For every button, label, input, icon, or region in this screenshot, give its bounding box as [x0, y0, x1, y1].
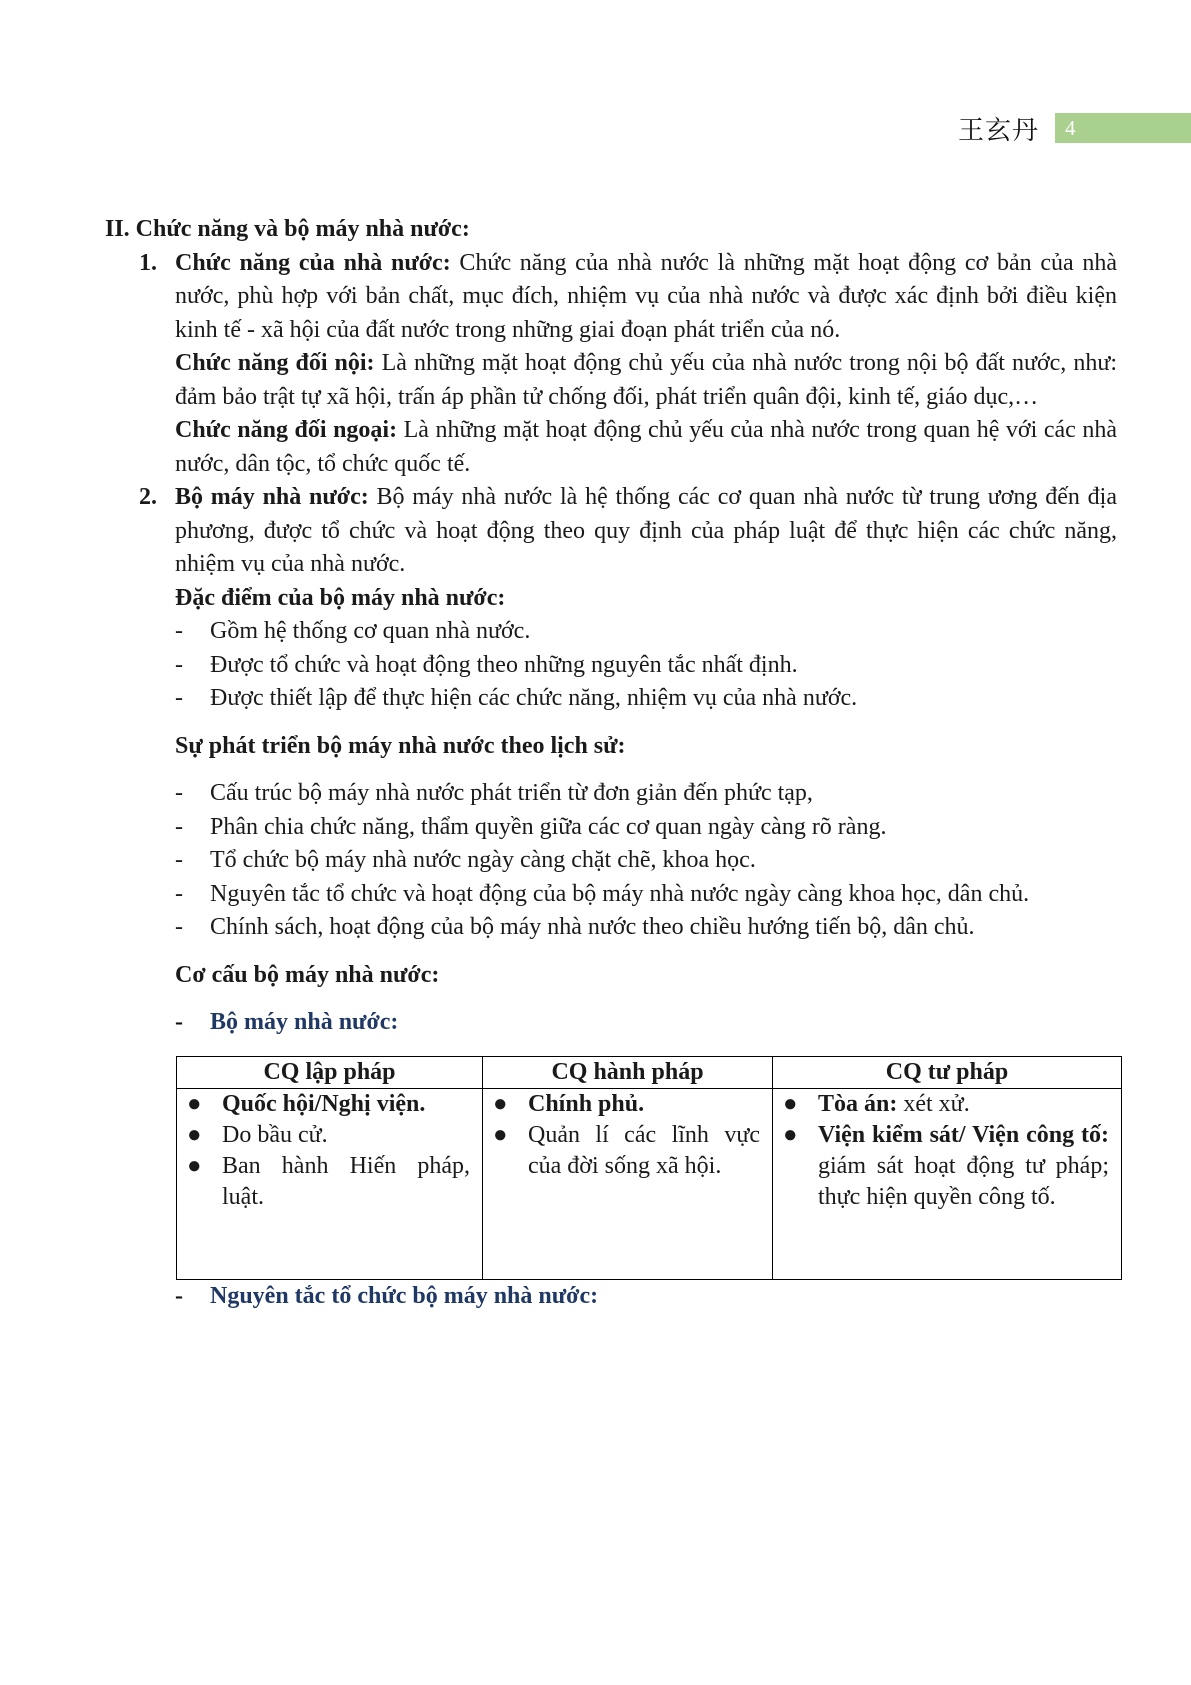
header-executive: CQ hành pháp: [483, 1056, 773, 1088]
bullet-icon: ●: [187, 1090, 202, 1117]
cell-judicial: [773, 1088, 1122, 1279]
list-item: - Được thiết lập để thực hiện các chức năng, nhiệm vụ của nhà nước.: [175, 685, 858, 711]
item-state-apparatus: [105, 481, 1117, 582]
item-text: Bộ máy nhà nước là hệ thống các cơ quan nhà nước từ trung ương đến địa phương, được tổ chức và hoạt động theo quy định của pháp luật để thực hiện các chức năng, nhiệm vụ của nhà nước.: [175, 484, 1117, 577]
item-label: Bộ máy nhà nước:: [175, 484, 369, 510]
item-number: 1.: [139, 249, 157, 276]
branches-table-wrapper: [176, 1056, 1117, 1280]
item-label: Chức năng của nhà nước:: [175, 249, 451, 276]
list-item: ● Tòa án: xét xử.: [773, 1089, 1109, 1120]
structure-heading: Cơ cấu bộ máy nhà nước:: [175, 961, 440, 988]
bullet-icon: ●: [187, 1152, 202, 1179]
list-item: ● Chính phủ.: [483, 1089, 760, 1120]
bullet-icon: ●: [783, 1090, 798, 1117]
table-row: [177, 1088, 1122, 1279]
bullet-icon: ●: [783, 1121, 798, 1148]
internal-function-text: Là những mặt hoạt động chủ yếu của nhà nước trong nội bộ đất nước, như: đảm bảo trật tự xã hội, trấn áp phần tử chống đối, phát triển quân đội, kinh tế, giáo dục,…: [175, 350, 1118, 410]
page-number: 4: [1065, 116, 1076, 140]
branches-table: [176, 1056, 1122, 1280]
subheading-state-apparatus: - Bộ máy nhà nước:: [175, 1009, 399, 1035]
item-number: 2.: [139, 484, 157, 510]
section-title: II. Chức năng và bộ máy nhà nước:: [105, 216, 470, 242]
external-function-label: Chức năng đối ngoại:: [175, 417, 398, 443]
list-item: - Cấu trúc bộ máy nhà nước phát triển từ đơn giản đến phức tạp,: [175, 780, 813, 806]
author-name: 王玄丹: [957, 115, 1039, 146]
cell-legislative: [177, 1088, 483, 1279]
page-header: [957, 113, 1191, 146]
development-heading: Sự phát triển bộ máy nhà nước theo lịch sử:: [175, 732, 626, 759]
list-item: - Tổ chức bộ máy nhà nước ngày càng chặt chẽ, khoa học.: [175, 847, 756, 873]
header-judicial: CQ tư pháp: [773, 1056, 1122, 1088]
internal-function-paragraph: [105, 347, 1117, 414]
page-number-box: [1055, 113, 1191, 143]
item-text: Chức năng của nhà nước là những mặt hoạt động cơ bản của nhà nước, phù hợp với bản chất, mục đích, nhiệm vụ của nhà nước và được xác định bởi điều kiện kinh tế - xã hội của đất nước trong những giai đoạn phát triển của nó.: [175, 249, 1118, 343]
list-item: ● Do bầu cử.: [177, 1120, 470, 1151]
bullet-icon: ●: [493, 1090, 508, 1117]
table-header-row: [177, 1056, 1122, 1088]
list-item: - Gồm hệ thống cơ quan nhà nước.: [175, 618, 531, 644]
list-item: - Nguyên tắc tổ chức và hoạt động của bộ máy nhà nước ngày càng khoa học, dân chủ.: [175, 880, 1030, 907]
features-heading: Đặc điểm của bộ máy nhà nước:: [175, 584, 506, 611]
internal-function-label: Chức năng đối nội:: [175, 350, 375, 376]
list-item: ● Ban hành Hiến pháp, luật.: [187, 1152, 470, 1210]
subheading-organization-principles: - Nguyên tắc tổ chức bộ máy nhà nước:: [175, 1282, 599, 1309]
header-legislative: CQ lập pháp: [177, 1056, 483, 1088]
item-state-functions: [105, 247, 1117, 348]
external-function-text: Là những mặt hoạt động chủ yếu của nhà nước trong quan hệ với các nhà nước, dân tộc, tổ chức quốc tế.: [175, 417, 1117, 477]
document-body: [105, 213, 1117, 1313]
bullet-icon: ●: [187, 1121, 202, 1148]
list-item: - Chính sách, hoạt động của bộ máy nhà nước theo chiều hướng tiến bộ, dân chủ.: [175, 914, 975, 940]
list-item: ● Quốc hội/Nghị viện.: [177, 1089, 470, 1120]
external-function-paragraph: [105, 414, 1117, 481]
cell-executive: [483, 1088, 773, 1279]
list-item: ● Quản lí các lĩnh vực của đời sống xã hội.: [493, 1121, 760, 1179]
list-item: ● Viện kiểm sát/ Viện công tố: giám sát hoạt động tư pháp; thực hiện quyền công tố.: [783, 1121, 1109, 1210]
bullet-icon: ●: [493, 1121, 508, 1148]
list-item: - Được tổ chức và hoạt động theo những nguyên tắc nhất định.: [175, 651, 798, 678]
list-item: - Phân chia chức năng, thẩm quyền giữa các cơ quan ngày càng rõ ràng.: [175, 813, 887, 840]
